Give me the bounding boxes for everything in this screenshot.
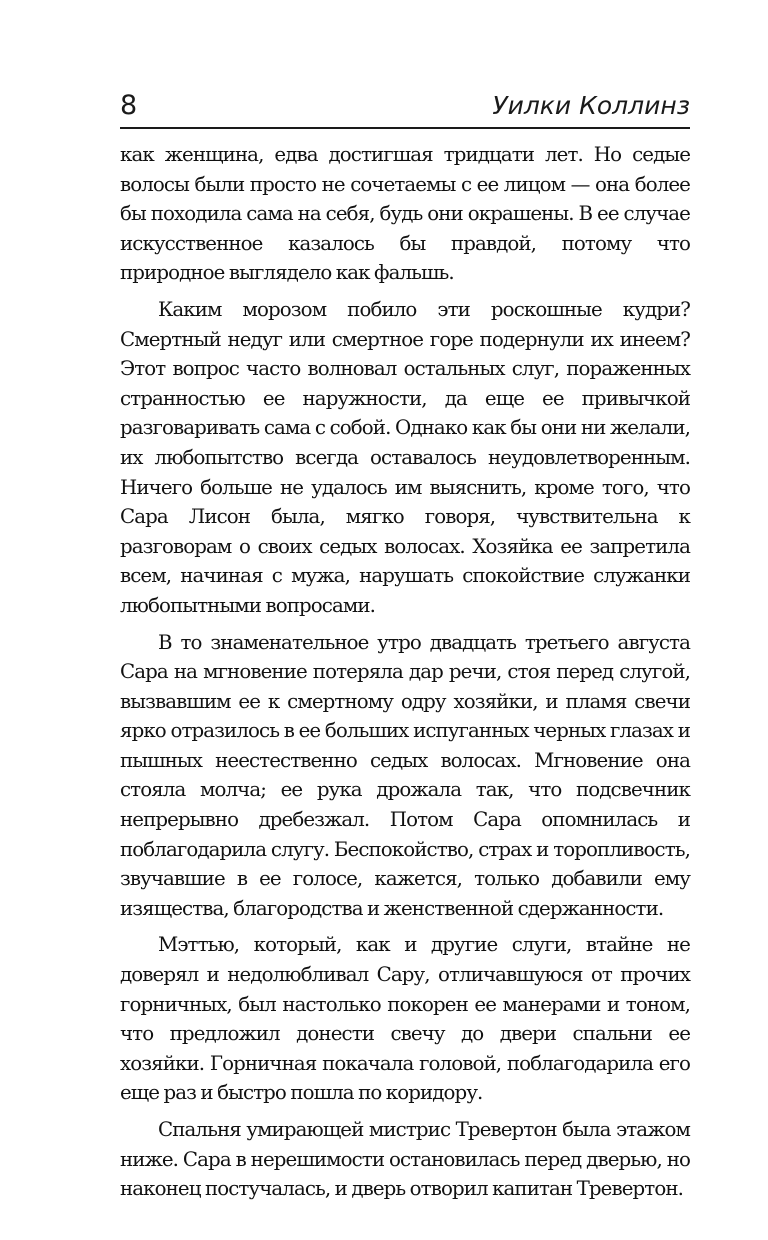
paragraph-4: Мэттью, который, как и другие слуги, втайне не доверял и недолюбливал Сару, отличавшуюся от прочих горничных, был настолько покорен ее манерами и тоном, что предложил донести свечу до двери спальни ее хозяйки. Горничная покачала головой, поблагодарила его еще раз и быстро пошла по коридору. bbox=[120, 933, 690, 1105]
header-rule bbox=[120, 127, 690, 129]
running-title-author: Уилки Коллинз bbox=[492, 91, 690, 120]
paragraph-5: Спальня умирающей мистрис Тревертон была этажом ниже. Сара в нерешимости остановилась перед дверью, но наконец постучалась, и дверь отворил капитан Тревертон. bbox=[120, 1118, 690, 1201]
page-number: 8 bbox=[120, 90, 138, 121]
paragraph-2: Каким морозом побило эти роскошные кудри? Смертный недуг или смертное горе подернули их инеем? Этот вопрос часто волновал остальных слуг, пораженных странностью ее наружности, да еще ее привычкой разговаривать сама с собой. Однако как бы они ни желали, их любопытство всегда оставалось неудовлетворенным. Ничего больше не удалось им выяснить, кроме того, что Сара Лисон была, мягко говоря, чувствительна к разговорам о своих седых волосах. Хозяйка ее запретила всем, начиная с мужа, нарушать спокойствие служанки любопытными вопросами. bbox=[120, 297, 690, 617]
page-header bbox=[120, 86, 690, 126]
paragraph-1: как женщина, едва достигшая тридцати лет. Но седые волосы были просто не сочетаемы с ее лицом — она более бы походила сама на себя, будь они окрашены. В ее случае искусственное казалось бы правдой, потому что природное выглядело как фальшь. bbox=[120, 143, 690, 285]
paragraph-3: В то знаменательное утро двадцать третьего августа Сара на мгновение потеряла дар речи, стоя перед слугой, вызвавшим ее к смертному одру хозяйки, и пламя свечи ярко отразилось в ее больших испуганных черных глазах и пышных неестественно седых волосах. Мгновение она стояла молча; ее рука дрожала так, что подсвечник непрерывно дребезжал. Потом Сара опомнилась и поблагодарила слугу. Беспокойство, страх и торопливость, звучавшие в ее голосе, кажется, только добавили ему изящества, благородства и женственной сдержанности. bbox=[120, 630, 690, 920]
body-text bbox=[120, 140, 690, 1211]
